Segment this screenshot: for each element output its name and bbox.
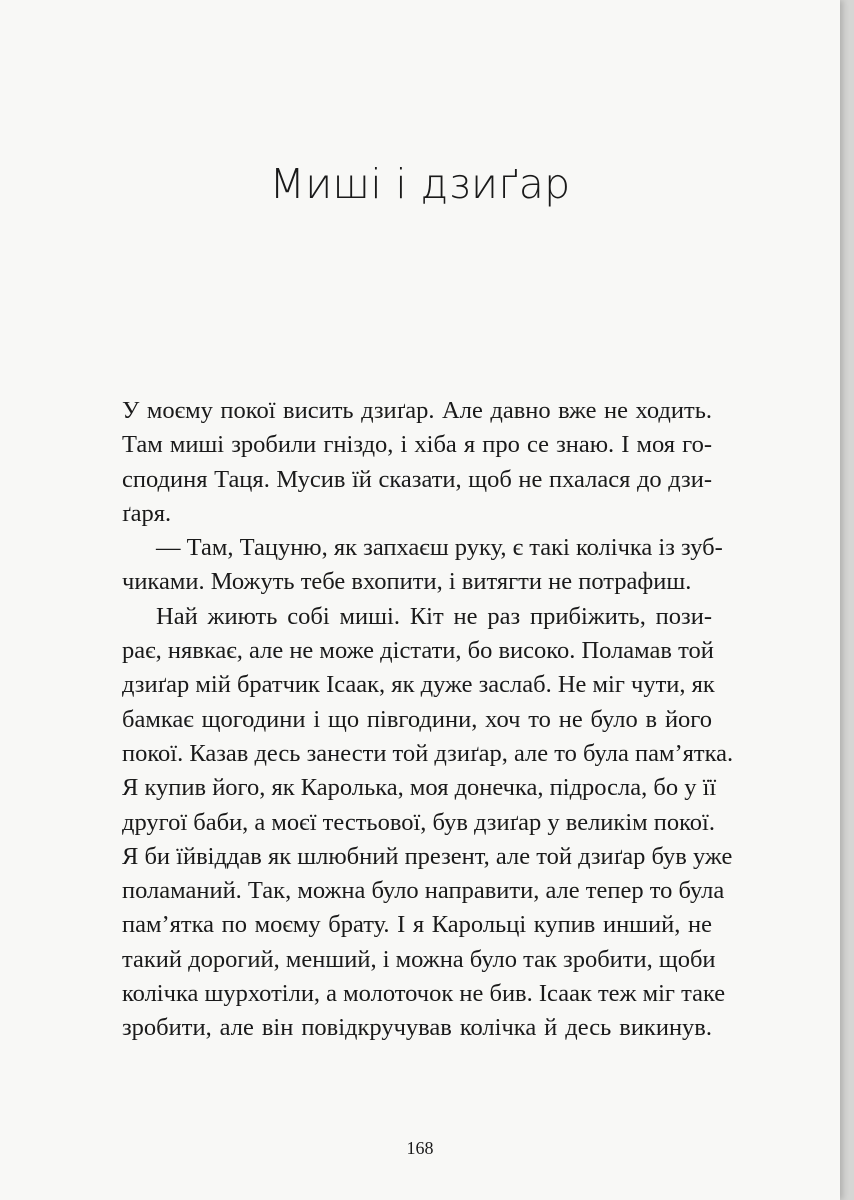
- text-line: такий дорогий, менший, і можна було так зробити, щоби: [122, 945, 716, 973]
- text-line: бамкає щогодини і що півгодини, хоч то не було в його: [122, 705, 712, 733]
- text-line: зробити, але він повідкручував колічка й десь викинув.: [122, 1014, 712, 1042]
- body-text: [122, 394, 734, 1046]
- text-line: другої баби, а моєї тестьової, був дзиґар у великім покої.: [122, 808, 715, 836]
- text-line: покої. Казав десь занести той дзиґар, але то була пам’ятка.: [122, 739, 734, 767]
- text-line: Там миші зробили гніздо, і хіба я про се знаю. І моя го-: [122, 431, 712, 459]
- text-line: рає, нявкає, але не може дістати, бо високо. Поламав той: [122, 637, 714, 665]
- text-line: колічка шурхотіли, а молоточок не бив. Ісаак теж міг таке: [122, 980, 726, 1008]
- chapter-title: Миші і дзиґар: [269, 160, 571, 208]
- text-line: Я би їйвіддав як шлюбний презент, але той дзиґар був уже: [122, 842, 733, 870]
- text-line: поламаний. Так, можна було направити, але тепер то була: [122, 877, 725, 905]
- text-line: У моєму покої висить дзиґар. Але давно вже не ходить.: [122, 397, 712, 424]
- page-number: 168: [406, 1138, 434, 1158]
- text-line: дзиґар мій братчик Ісаак, як дуже заслаб. Не міг чути, як: [122, 671, 715, 699]
- text-line: Най жиють собі миші. Кіт не раз прибіжить, пози-: [156, 602, 712, 630]
- text-line: чиками. Можуть тебе вхопити, і витягти не потрафиш.: [122, 568, 692, 596]
- text-line: ґаря.: [122, 499, 172, 527]
- text-line: пам’ятка по моєму брату. І я Карольці купив инший, не: [122, 911, 712, 939]
- text-line: — Там, Тацуню, як запхаєш руку, є такі колічка із зуб-: [156, 534, 723, 562]
- text-line: сподиня Таця. Мусив їй сказати, щоб не пхалася до дзи-: [122, 465, 712, 493]
- text-line: Я купив його, як Каролька, моя донечка, підросла, бо у її: [122, 774, 717, 802]
